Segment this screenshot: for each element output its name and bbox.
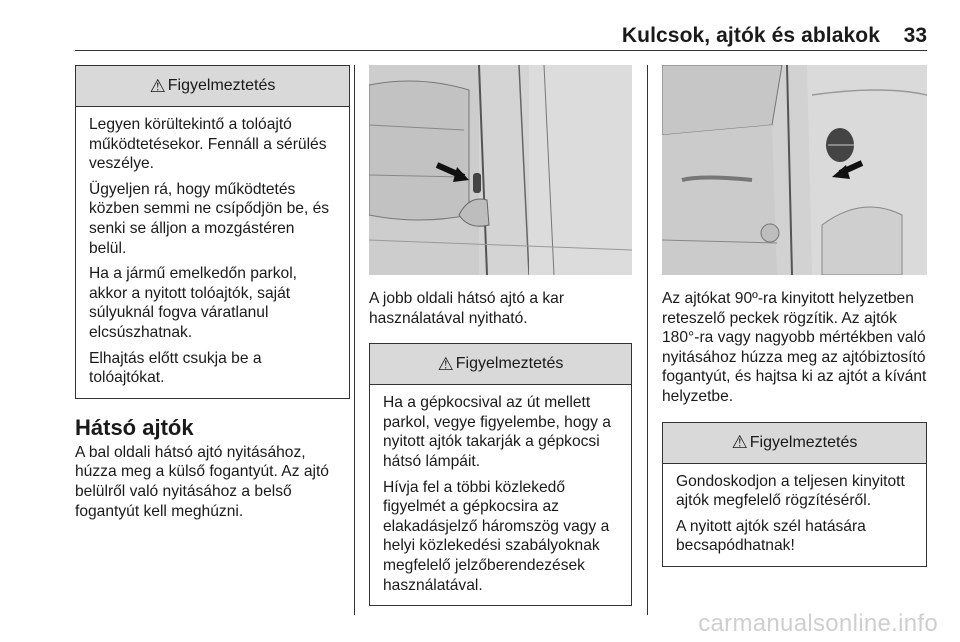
warning-body bbox=[663, 464, 926, 566]
door-lever-drawing bbox=[369, 65, 632, 275]
warning-header bbox=[76, 66, 349, 107]
column-3 bbox=[662, 65, 927, 567]
warning-title: Figyelmeztetés bbox=[455, 355, 564, 373]
warning-paragraph: Elhajtás előtt csukja be a tolóajtókat. bbox=[89, 349, 262, 387]
header-rule bbox=[75, 50, 927, 51]
warning-triangle-icon: ⚠ bbox=[437, 353, 454, 374]
door-retainer-drawing bbox=[662, 65, 927, 275]
warning-title: Figyelmeztetés bbox=[167, 77, 276, 94]
warning-header bbox=[663, 423, 926, 464]
warning-box bbox=[369, 343, 632, 606]
warning-paragraph: A nyitott ajtók szél hatására becsapódhatnak! bbox=[676, 517, 866, 555]
warning-box bbox=[662, 422, 927, 567]
warning-title: Figyelmeztetés bbox=[749, 433, 858, 451]
warning-box bbox=[75, 65, 350, 399]
column-2 bbox=[369, 65, 632, 606]
warning-paragraph: Gondoskodjon a teljesen kinyitott ajtók megfelelő rögzítéséről. bbox=[676, 472, 905, 510]
warning-paragraph: Hívja fel a többi közlekedő figyelmét a gépkocsira az elakadásjelző háromszög vagy a helyi közlekedési szabályoknak megfelelő jelzőberendezések használatával. bbox=[383, 478, 610, 594]
warning-body bbox=[370, 385, 631, 605]
column-divider-1 bbox=[354, 65, 355, 615]
column-divider-2 bbox=[647, 65, 648, 615]
rear-door-lever-illustration bbox=[369, 65, 632, 275]
warning-header bbox=[370, 344, 631, 385]
warning-paragraph: Ha a jármű emelkedőn parkol, akkor a nyitott tolóajtók, saját súlyuknál fogva váratlanul elcsúszhatnak. bbox=[89, 265, 298, 341]
warning-body bbox=[76, 107, 349, 398]
warning-paragraph: Ha a gépkocsival az út mellett parkol, vegye figyelembe, hogy a nyitott ajtók takarják a gépkocsi hátsó lámpáit. bbox=[383, 394, 611, 470]
door-retainer-illustration bbox=[662, 65, 927, 275]
column-1 bbox=[75, 65, 350, 521]
page-number: 33 bbox=[903, 24, 927, 47]
figure-caption: A jobb oldali hátsó ajtó a kar használatával nyitható. bbox=[369, 290, 565, 327]
page-title: Kulcsok, ajtók és ablakok bbox=[621, 24, 880, 47]
watermark-text: carmanualsonline.info bbox=[698, 610, 938, 637]
section-heading: Hátsó ajtók bbox=[75, 414, 194, 440]
section-text: A bal oldali hátsó ajtó nyitásához, húzza meg a külső fogantyút. Az ajtó belülről való nyitásához a belső fogantyút kell meghúzni. bbox=[75, 443, 329, 520]
warning-triangle-icon: ⚠ bbox=[731, 432, 748, 453]
warning-paragraph: Ügyeljen rá, hogy működtetés közben semmi ne csípődjön be, és senki se álljon a mozgástéren belül. bbox=[89, 180, 330, 257]
warning-paragraph: Legyen körültekintő a tolóajtó működtetésekor. Fennáll a sérülés veszélye. bbox=[89, 116, 327, 173]
figure-caption: Az ajtókat 90º-ra kinyitott helyzetben reteszelő peckek rögzítik. Az ajtók 180°-ra vagy nagyobb mértékben való nyitásához húzza meg az ajtóbiztosító fogantyút, és hajtsa ki az ajtót a kívánt helyzetbe. bbox=[662, 290, 927, 405]
warning-triangle-icon: ⚠ bbox=[149, 75, 166, 96]
